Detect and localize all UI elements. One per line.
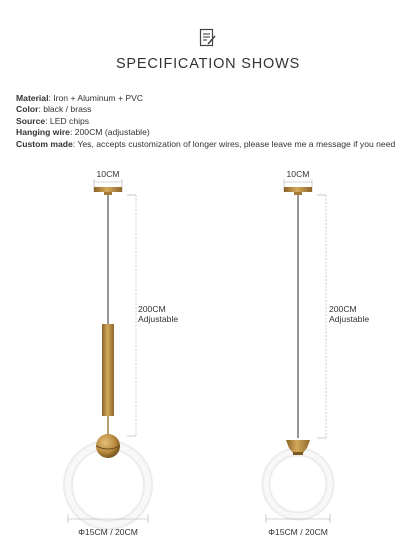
wire-length-label-right: 200CM bbox=[329, 304, 357, 314]
brass-ball-left bbox=[96, 434, 120, 458]
canopy-width-label-right: 10CM bbox=[286, 169, 310, 179]
canopy-right bbox=[284, 187, 312, 192]
spec-row-source: Source: LED chips bbox=[16, 115, 90, 126]
spec-row-color: Color: black / brass bbox=[16, 104, 92, 115]
ring-size-label-right: Φ15CM / 20CM bbox=[268, 527, 328, 537]
canopy-width-label-left: 10CM bbox=[96, 169, 120, 179]
wire-note-label-left: Adjustable bbox=[138, 314, 179, 324]
wire-note-label-right: Adjustable bbox=[329, 314, 370, 324]
ring-size-label-left: Φ15CM / 20CM bbox=[78, 527, 138, 537]
canopy-left bbox=[94, 187, 122, 192]
page-title: SPECIFICATION SHOWS bbox=[115, 56, 301, 72]
lamp-right bbox=[266, 179, 330, 523]
wire-dimension-right bbox=[317, 195, 326, 438]
wire-dimension-left bbox=[127, 195, 136, 436]
wire-length-label-left: 200CM bbox=[138, 304, 166, 314]
spec-row-hanging-wire: Hanging wire: 200CM (adjustable) bbox=[16, 127, 150, 138]
spec-row-custom-made: Custom made: Yes, accepts customization of longer wires, please leave me a message if you need bbox=[16, 138, 396, 149]
lamp-left bbox=[68, 179, 148, 525]
spec-row-material: Material: Iron + Aluminum + PVC bbox=[16, 93, 144, 103]
brass-rod-left bbox=[102, 324, 114, 416]
